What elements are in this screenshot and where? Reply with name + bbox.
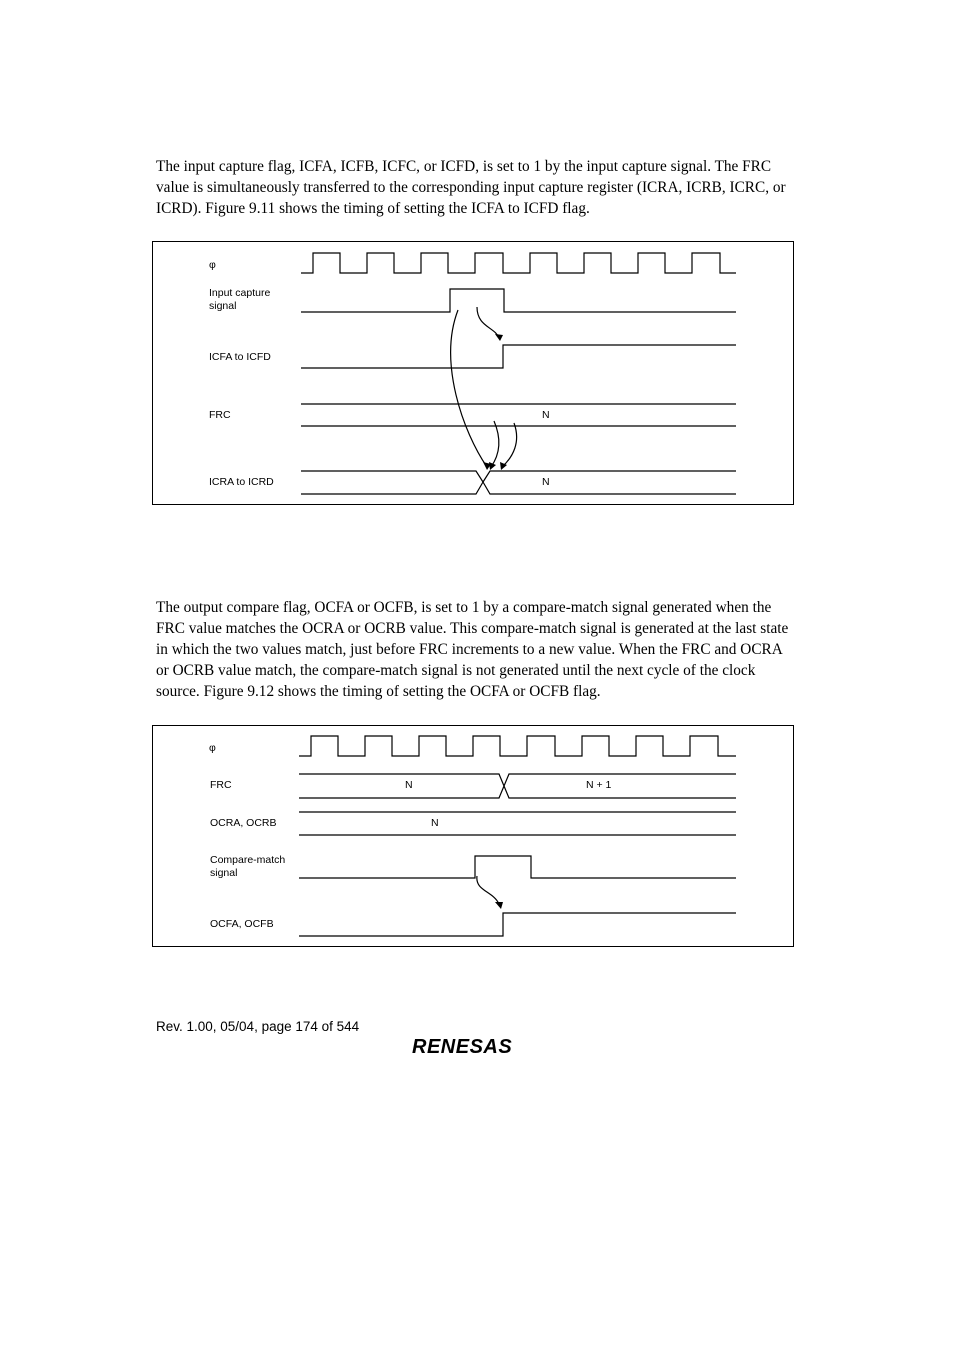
compare-match-waveform: [299, 856, 736, 878]
icr-bus-new-bottom: [483, 482, 736, 494]
renesas-logo-text: RENESAS: [412, 1036, 513, 1058]
timing-diagram-2-drawing: [153, 726, 795, 948]
paragraph-input-capture: The input capture flag, ICFA, ICFB, ICFC, or ICFD, is set to 1 by the input capture signal. The FRC value is simultaneously transferred to the corresponding input capture register (ICRA, ICRB, ICRC, or ICRD). Figure 9.11 shows the timing of setting the ICFA to ICFD flag.: [156, 158, 786, 217]
icr-value: N: [542, 476, 550, 488]
frc-value-n: N: [405, 779, 413, 791]
arrowhead-flag: [495, 902, 503, 909]
frc-value: N: [542, 409, 550, 421]
phi-clock-waveform: [301, 253, 736, 273]
phi-label: φ: [209, 259, 216, 271]
phi-clock-waveform: [299, 736, 736, 756]
icr-bus-old-top: [301, 471, 483, 482]
timing-diagram-input-capture: [152, 241, 794, 505]
arrow-frc-to-icr-a: [491, 421, 499, 467]
arrow-frc-to-icr-b: [502, 423, 517, 467]
ocfa-ocfb-label: OCFA, OCFB: [210, 918, 274, 930]
input-capture-label: Input capture signal: [209, 287, 271, 312]
compare-match-label: Compare-match signal: [210, 854, 286, 879]
frc-bus-new-top: [504, 774, 736, 786]
arrow-match-to-flag: [477, 876, 499, 904]
paragraph-output-compare: The output compare flag, OCFA or OCFB, is set to 1 by a compare-match signal generated when the FRC value matches the OCRA or OCRB value. This compare-match signal is generated at the last state in which the two values match, just before FRC increments to a new value. When the FRC and OCRA or OCRB value match, the compare-match signal is not generated until the next cycle of the clock source. Figure 9.12 shows the timing of setting the OCFA or OCFB flag.: [156, 599, 789, 700]
timing-diagram-output-compare: [152, 725, 794, 947]
page-footer: Rev. 1.00, 05/04, page 174 of 544: [156, 1019, 360, 1034]
renesas-logo: [412, 1034, 534, 1058]
ocra-ocrb-label: OCRA, OCRB: [210, 817, 277, 829]
frc-bus-old-top: [299, 774, 504, 786]
icra-icrd-label: ICRA to ICRD: [209, 476, 274, 488]
arrow-capture-to-flag: [477, 307, 499, 338]
phi-label: φ: [209, 742, 216, 754]
arrow-capture-to-icr: [451, 310, 487, 467]
icr-bus-old-bottom: [301, 482, 483, 494]
icfa-icfd-waveform: [301, 345, 736, 368]
frc-label: FRC: [209, 409, 231, 421]
frc-label: FRC: [210, 779, 232, 791]
frc-bus-old-bottom: [299, 786, 504, 798]
input-capture-waveform: [301, 289, 736, 312]
ocr-value: N: [431, 817, 439, 829]
frc-bus-new-bottom: [504, 786, 736, 798]
arrowhead-flag: [495, 334, 503, 341]
icr-bus-new-top: [483, 471, 736, 482]
ocfa-ocfb-waveform: [299, 913, 736, 936]
icfa-icfd-label: ICFA to ICFD: [209, 351, 271, 363]
timing-diagram-1-drawing: [153, 242, 795, 506]
arrowhead-icr-2: [489, 462, 496, 470]
frc-value-n-plus-1: N + 1: [586, 779, 612, 791]
